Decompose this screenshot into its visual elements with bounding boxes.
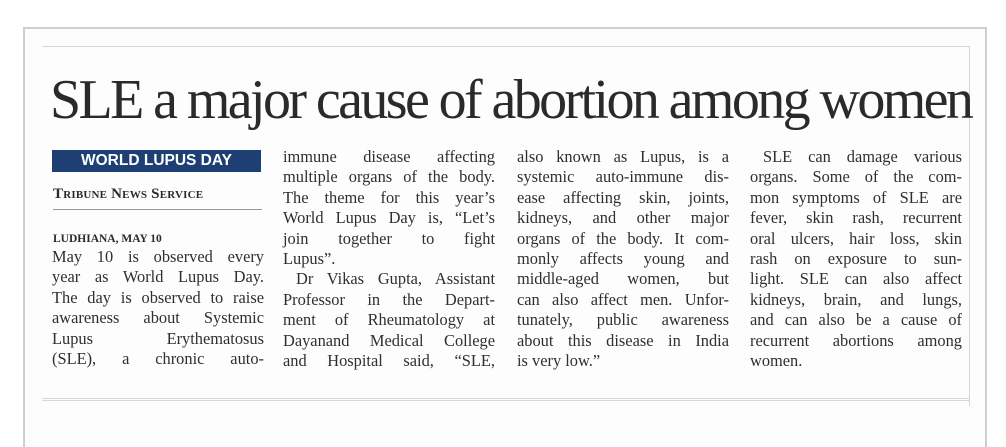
- dateline: LUDHIANA, MAY 10: [53, 233, 162, 245]
- column-line: kidneys, and other major: [517, 208, 729, 228]
- bottom-rule: [42, 398, 970, 401]
- article-column-3: [517, 147, 729, 371]
- column-line: mon symptoms of SLE are: [750, 187, 962, 207]
- column-line: (SLE), a chronic auto-: [52, 349, 264, 369]
- column-line: Dr Vikas Gupta, Assistant: [296, 269, 495, 289]
- byline: Tribune News Service: [53, 186, 204, 202]
- column-line: about this disease in India: [517, 330, 729, 350]
- column-line: oral ulcers, hair loss, skin: [750, 228, 962, 248]
- column-line: awareness about Systemic: [52, 308, 264, 328]
- column-line: multiple organs of the body.: [283, 167, 495, 187]
- column-line: World Lupus Day is, “Let’s: [283, 208, 495, 228]
- column-line: systemic auto-immune dis-: [517, 167, 729, 187]
- column-line: tunately, public awareness: [517, 310, 729, 330]
- column-line: Dayanand Medical College: [283, 330, 495, 350]
- column-line: Lupus Erythematosus: [52, 328, 264, 348]
- column-line: kidneys, brain, and lungs,: [750, 289, 962, 309]
- column-line: also known as Lupus, is a: [517, 147, 729, 166]
- column-line: join together to fight: [283, 228, 495, 248]
- column-line: organs of the body. It com-: [517, 228, 729, 248]
- column-line: immune disease affecting: [283, 147, 495, 166]
- column-line: monly affects young and: [517, 249, 729, 269]
- article-column-2: [283, 147, 495, 371]
- column-line: and Hospital said, “SLE,: [283, 351, 495, 371]
- column-line: and can also be a cause of: [750, 310, 962, 330]
- column-line: fever, skin rash, recurrent: [750, 208, 962, 228]
- column-line: Lupus”.: [283, 249, 336, 269]
- column-line: organs. Some of the com-: [750, 167, 962, 187]
- column-line: May 10 is observed every: [52, 247, 264, 266]
- column-line: can also affect men. Unfor-: [517, 289, 729, 309]
- column-line: is very low.”: [517, 351, 601, 371]
- column-line: SLE can damage various: [763, 147, 962, 166]
- column-line: light. SLE can also affect: [750, 269, 962, 289]
- column-line: rash on exposure to sun-: [750, 249, 962, 269]
- byline-underline: [53, 209, 262, 210]
- column-line: The theme for this year’s: [283, 187, 495, 207]
- article-column-4: [750, 147, 962, 371]
- column-line: year as World Lupus Day.: [52, 267, 264, 287]
- article-column-1: [52, 247, 264, 369]
- article-headline: SLE a major cause of abortion among women: [50, 69, 972, 131]
- column-line: middle-aged women, but: [517, 269, 729, 289]
- column-line: women.: [750, 351, 803, 371]
- column-line: ease affecting skin, joints,: [517, 187, 729, 207]
- column-line: Professor in the Depart-: [283, 289, 495, 309]
- column-line: recurrent abortions among: [750, 330, 962, 350]
- column-line: ment of Rheumatology at: [283, 310, 495, 330]
- section-tag: WORLD LUPUS DAY: [52, 150, 261, 172]
- column-line: The day is observed to raise: [52, 287, 264, 307]
- top-rule: [42, 46, 970, 47]
